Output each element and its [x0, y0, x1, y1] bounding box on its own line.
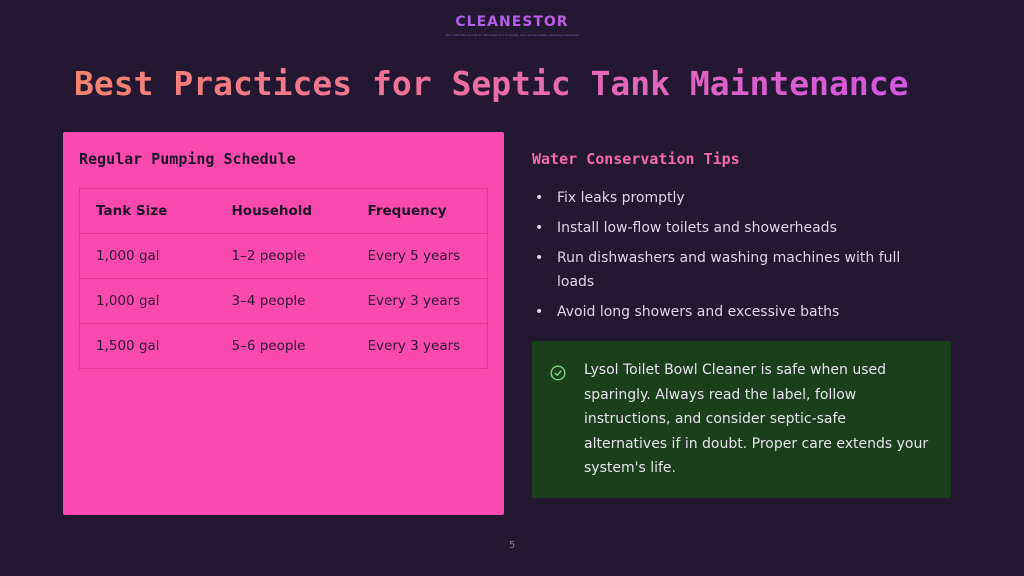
table-row	[80, 324, 488, 369]
table-cell: Every 3 years	[352, 324, 488, 369]
column-header-tank-size: Tank Size	[80, 189, 216, 234]
pumping-schedule-heading: Regular Pumping Schedule	[79, 150, 296, 168]
callout-text: Lysol Toilet Bowl Cleaner is safe when used sparingly. Always read the label, follow instructions, and consider septic-safe alternatives if in doubt. Proper care extends your system's life.	[584, 362, 929, 476]
water-conservation-heading: Water Conservation Tips	[532, 150, 740, 168]
bullet-icon: •	[535, 250, 544, 266]
list-item	[535, 246, 935, 294]
table-cell: 1,000 gal	[80, 279, 216, 324]
page-number: 5	[508, 540, 516, 551]
list-item	[535, 186, 935, 210]
slide-title: Best Practices for Septic Tank Maintenance	[74, 64, 909, 103]
tip-text: Install low-flow toilets and showerheads	[557, 220, 837, 236]
table-cell: 3–4 people	[216, 279, 352, 324]
table-cell: Every 5 years	[352, 234, 488, 279]
column-header-frequency: Frequency	[352, 189, 488, 234]
table-cell: 5–6 people	[216, 324, 352, 369]
list-item	[535, 216, 935, 240]
logo-wordmark: CLEANESTOR	[0, 14, 1024, 30]
tip-text: Run dishwashers and washing machines with full loads	[557, 250, 901, 290]
bullet-icon: •	[535, 304, 544, 320]
table-row	[80, 234, 488, 279]
water-tips-list	[535, 186, 935, 330]
pumping-schedule-table	[79, 188, 488, 369]
table-cell: 1,000 gal	[80, 234, 216, 279]
tip-text: Avoid long showers and excessive baths	[557, 304, 840, 320]
tip-text: Fix leaks promptly	[557, 190, 685, 206]
bullet-icon: •	[535, 220, 544, 236]
safety-callout	[532, 341, 951, 498]
column-header-household: Household	[216, 189, 352, 234]
table-header-row	[80, 189, 488, 234]
bullet-icon: •	[535, 190, 544, 206]
logo-tagline: The Ultimate Guide to the best eco-friendly and sustainable cleaning solutions	[445, 33, 579, 37]
check-circle-icon	[550, 365, 566, 381]
table-row	[80, 279, 488, 324]
list-item	[535, 300, 935, 324]
brand-logo	[0, 14, 1024, 37]
table-cell: 1,500 gal	[80, 324, 216, 369]
pumping-schedule-card	[63, 132, 504, 515]
table-cell: 1–2 people	[216, 234, 352, 279]
table-cell: Every 3 years	[352, 279, 488, 324]
